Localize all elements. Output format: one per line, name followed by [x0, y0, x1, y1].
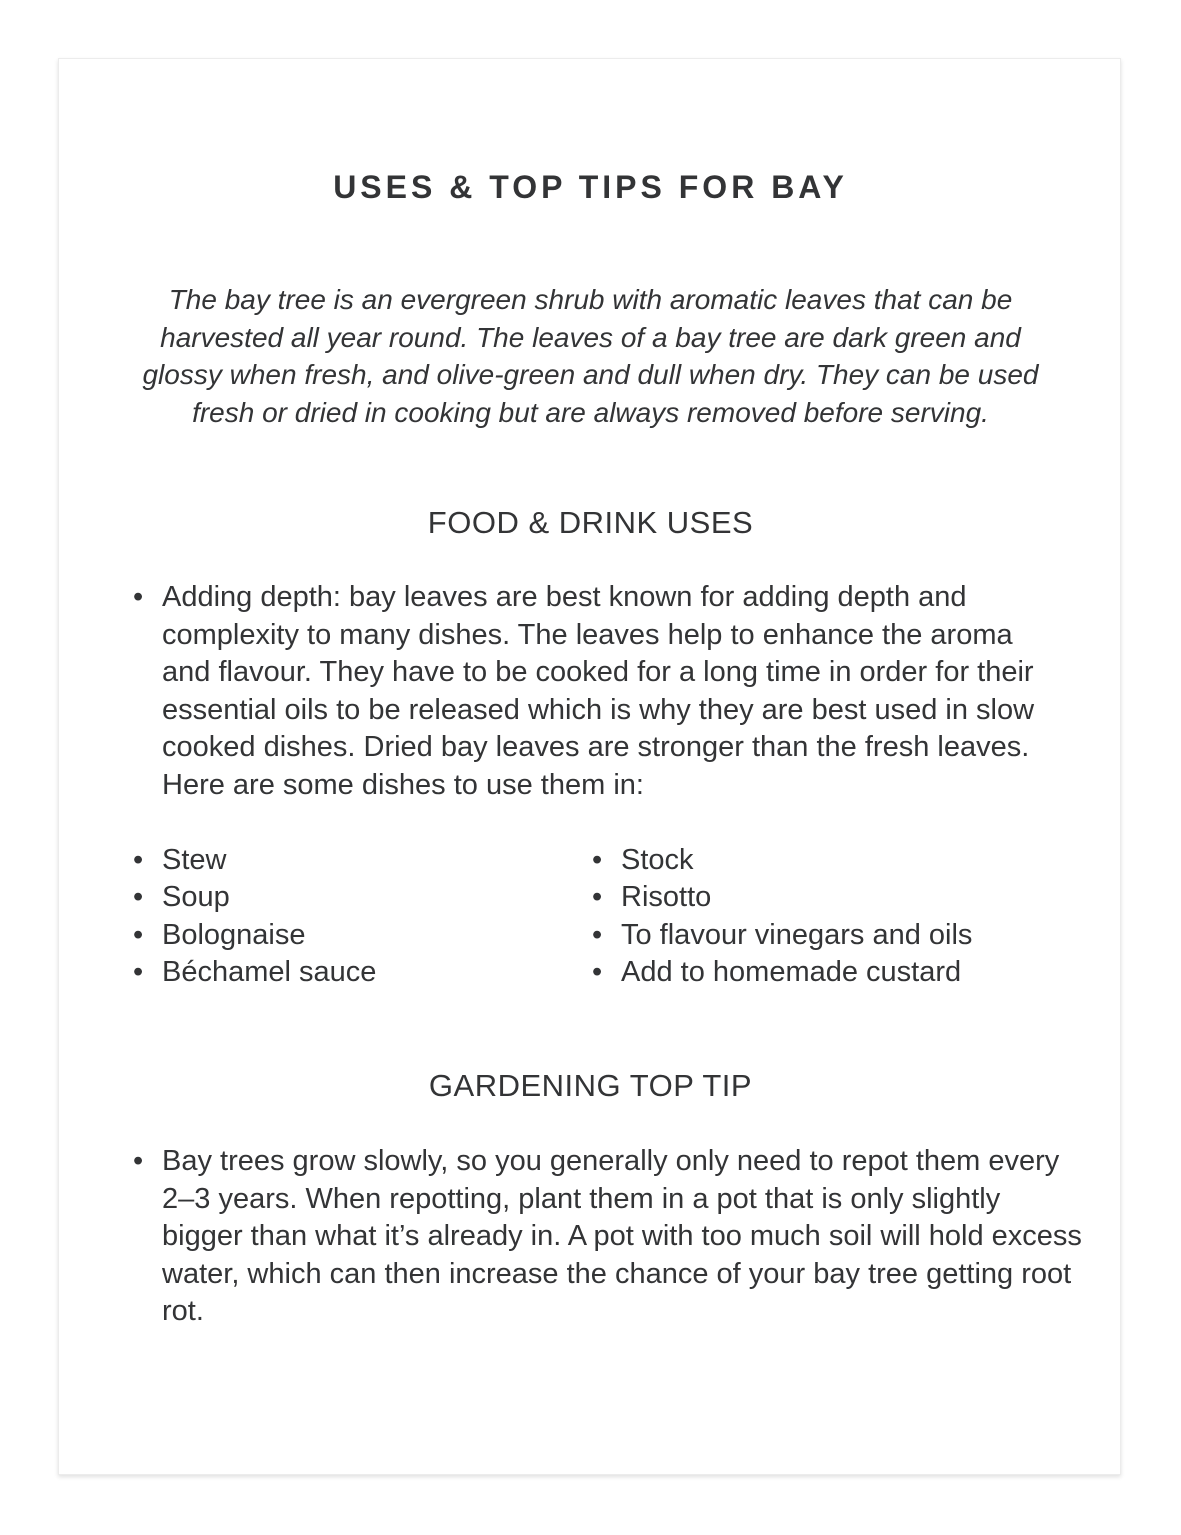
dishes-list-left — [162, 842, 582, 991]
list-item: • Stew — [162, 842, 582, 879]
bullet-dot: • — [133, 581, 144, 613]
food-drink-heading: FOOD & DRINK USES — [427, 505, 754, 540]
document-card — [58, 58, 1121, 1475]
gardening-bullet — [133, 1143, 1082, 1331]
list-item: • Soup — [162, 879, 582, 916]
page-title: USES & TOP TIPS FOR BAY — [333, 169, 848, 205]
dishes-list-right — [621, 842, 1081, 991]
list-item: • Béchamel sauce — [162, 954, 582, 991]
food-drink-bullet-text: Adding depth: bay leaves are best known for adding depth and complexity to many dishes. The leaves help to enhance the aroma and flavour. They have to be cooked for a long time in order for their essential oils to be released which is why they are best used in slow cooked dishes. Dried bay leaves are stronger than the fresh leaves. Here are some dishes to use them in: — [162, 581, 1035, 801]
list-item: • Bolognaise — [162, 917, 582, 954]
gardening-heading: GARDENING TOP TIP — [428, 1068, 753, 1103]
gardening-bullet-text: Bay trees grow slowly, so you generally only need to repot them every 2–3 years. When repotting, plant them in a pot that is only slightly bigger than what it’s already in. A pot with too much soil will hold excess water, which can then increase the chance of your bay tree getting root rot. — [162, 1145, 1082, 1328]
food-drink-bullet — [133, 579, 1062, 805]
list-item: • Add to homemade custard — [621, 954, 1081, 991]
list-item: • Risotto — [621, 879, 1081, 916]
list-item: • Stock — [621, 842, 1081, 879]
bullet-dot: • — [133, 1145, 144, 1177]
list-item: • To flavour vinegars and oils — [621, 917, 1081, 954]
intro-paragraph: The bay tree is an evergreen shrub with aromatic leaves that can be harvested all year round. The leaves of a bay tree are dark green and glossy when fresh, and olive-green and dull when dry. They can be used fresh or dried in cooking but are always removed before serving. — [142, 284, 1039, 428]
